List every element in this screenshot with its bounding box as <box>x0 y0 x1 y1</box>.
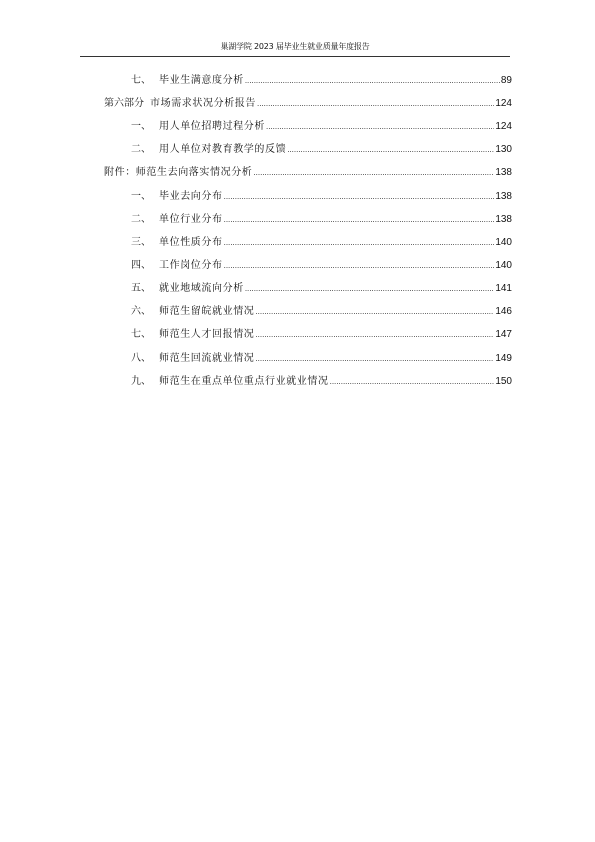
toc-entry[interactable] <box>131 213 512 226</box>
toc-entry-title: 附件：师范生去向落实情况分析 <box>104 167 253 178</box>
toc-entry-page: 146 <box>495 306 512 317</box>
toc-entry-title: 工作岗位分布 <box>159 260 223 271</box>
toc-entry-page: 149 <box>495 353 512 364</box>
toc-entry-number: 四、 <box>131 260 151 271</box>
toc-entry-page: 147 <box>495 329 512 340</box>
toc-entry[interactable] <box>104 166 512 179</box>
toc-entry-page: 89 <box>500 75 512 86</box>
toc-entry-number: 九、 <box>131 376 151 387</box>
toc-entry-title: 用人单位招聘过程分析 <box>159 121 265 132</box>
toc-entry-title: 单位行业分布 <box>159 214 223 225</box>
toc-entry[interactable] <box>131 328 512 341</box>
toc-entry[interactable] <box>104 97 512 110</box>
toc-dot-leader <box>257 97 494 110</box>
toc-dot-leader <box>224 259 495 272</box>
toc-entry-number: 七、 <box>131 329 151 340</box>
toc-entry-page: 138 <box>495 191 512 202</box>
toc-entry-title: 单位性质分布 <box>159 237 223 248</box>
toc-entry-number: 八、 <box>131 353 151 364</box>
toc-entry[interactable] <box>131 236 512 249</box>
toc-dot-leader <box>255 352 494 365</box>
toc-entry-title: 师范生回流就业情况 <box>159 353 255 364</box>
toc-entry-number: 第六部分 <box>104 98 144 109</box>
toc-entry[interactable] <box>131 259 512 272</box>
toc-entry-page: 141 <box>495 283 512 294</box>
toc-entry[interactable] <box>131 375 512 388</box>
toc-entry-number: 二、 <box>131 214 151 225</box>
toc-entry-title: 师范生人才回报情况 <box>159 329 255 340</box>
toc-entry[interactable] <box>131 190 512 203</box>
toc-entry-page: 138 <box>495 167 512 178</box>
toc-entry-title: 市场需求状况分析报告 <box>150 98 256 109</box>
toc-dot-leader <box>253 166 494 179</box>
toc-entry-number: 六、 <box>131 306 151 317</box>
toc-entry-page: 138 <box>495 214 512 225</box>
toc-entry-number: 一、 <box>131 121 151 132</box>
toc-dot-leader <box>330 375 495 388</box>
toc-entry-title: 师范生在重点单位重点行业就业情况 <box>159 376 329 387</box>
toc-entry-page: 140 <box>495 237 512 248</box>
toc-entry-title: 毕业生满意度分析 <box>159 75 244 86</box>
toc-entry[interactable] <box>131 143 512 156</box>
toc-entry[interactable] <box>131 120 512 133</box>
toc-entry-number: 七、 <box>131 75 151 86</box>
toc-entry[interactable] <box>131 352 512 365</box>
toc-dot-leader <box>287 143 494 156</box>
toc-entry-page: 130 <box>495 144 512 155</box>
toc-entry[interactable] <box>131 282 512 295</box>
toc-entry[interactable] <box>131 74 512 87</box>
toc-dot-leader <box>224 213 495 226</box>
toc-dot-leader <box>245 74 500 87</box>
toc-entry-page: 124 <box>495 98 512 109</box>
toc-entry-title: 师范生留皖就业情况 <box>159 306 255 317</box>
toc-entry-page: 140 <box>495 260 512 271</box>
toc-entry-number: 三、 <box>131 237 151 248</box>
header-rule <box>80 56 510 57</box>
toc-dot-leader <box>255 305 494 318</box>
toc-entry[interactable] <box>131 305 512 318</box>
toc-dot-leader <box>224 190 495 203</box>
toc-entry-number: 一、 <box>131 191 151 202</box>
toc-dot-leader <box>266 120 494 133</box>
toc-entry-number: 五、 <box>131 283 151 294</box>
toc-dot-leader <box>245 282 495 295</box>
toc-entry-number: 二、 <box>131 144 151 155</box>
toc-entry-title: 就业地域流向分析 <box>159 283 244 294</box>
running-header: 巢湖学院 2023 届毕业生就业质量年度报告 <box>220 42 370 51</box>
toc-entry-title: 毕业去向分布 <box>159 191 223 202</box>
toc-entry-page: 150 <box>495 376 512 387</box>
toc-entry-page: 124 <box>495 121 512 132</box>
toc-dot-leader <box>255 328 494 341</box>
toc-dot-leader <box>224 236 495 249</box>
toc-entry-title: 用人单位对教育教学的反馈 <box>159 144 287 155</box>
